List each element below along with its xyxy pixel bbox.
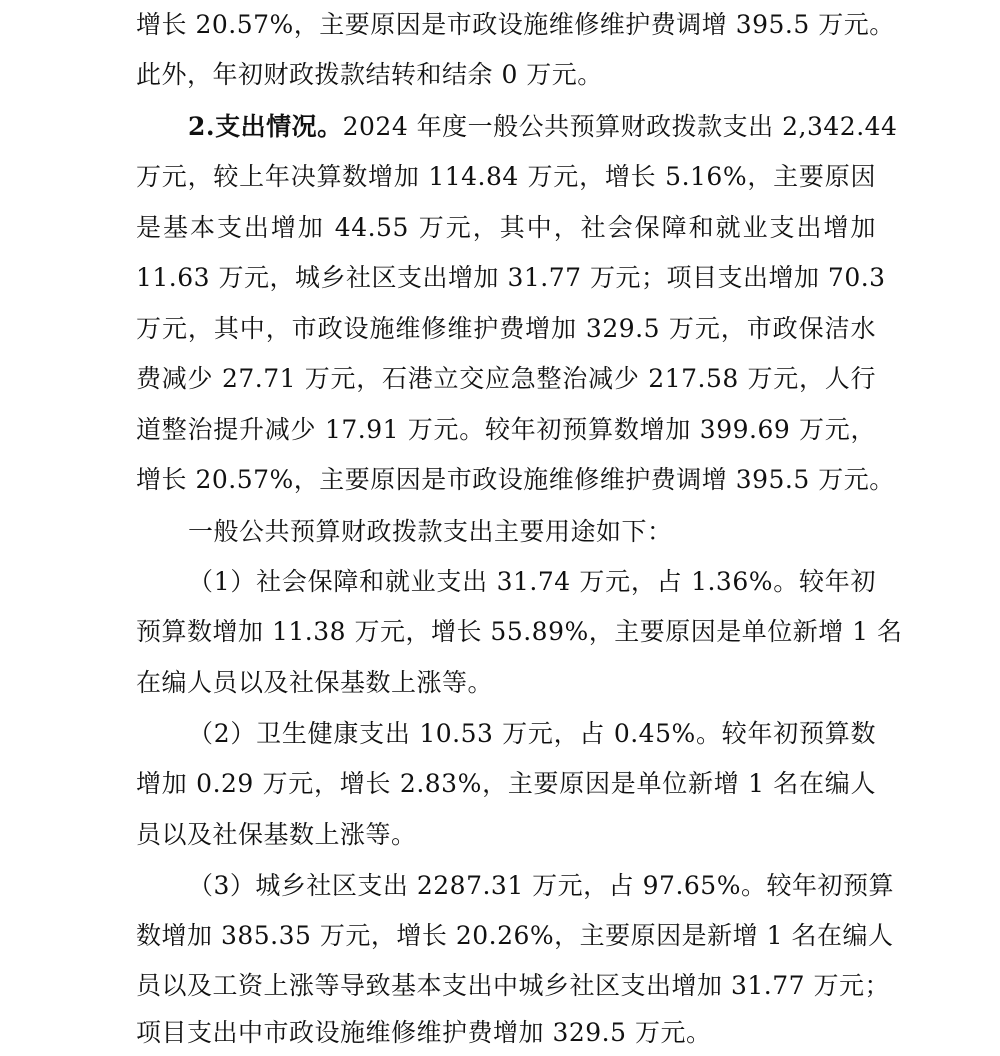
line-text: 万元，较上年决算数增加 114.84 万元，增长 5.16%，主要原因 bbox=[136, 162, 876, 191]
line-text: 增长 20.57%，主要原因是市政设施维修维护费调增 395.5 万元。 bbox=[136, 10, 895, 39]
line-text: 员以及工资上涨等导致基本支出中城乡社区支出增加 31.77 万元； bbox=[136, 971, 890, 1000]
line-text: 增加 0.29 万元，增长 2.83%，主要原因是单位新增 1 名在编人 bbox=[136, 769, 876, 798]
line-text: （2）卫生健康支出 10.53 万元，占 0.45%。较年初预算数 bbox=[188, 719, 876, 748]
line-text: 数增加 385.35 万元，增长 20.26%，主要原因是新增 1 名在编人 bbox=[136, 921, 894, 950]
text-line bbox=[136, 5, 895, 45]
section-heading-line bbox=[188, 107, 898, 147]
list-item-line bbox=[188, 562, 876, 602]
text-line bbox=[136, 612, 903, 652]
text-line bbox=[136, 410, 876, 450]
line-text: 一般公共预算财政拨款支出主要用途如下： bbox=[188, 517, 673, 546]
list-item-line bbox=[188, 714, 876, 754]
line-text: （1）社会保障和就业支出 31.74 万元，占 1.36%。较年初 bbox=[188, 567, 876, 596]
line-text: 是基本支出增加 44.55 万元，其中，社会保障和就业支出增加 bbox=[136, 213, 876, 242]
text-line bbox=[136, 764, 876, 804]
text-line bbox=[136, 55, 876, 95]
text-line bbox=[136, 460, 895, 500]
text-line bbox=[136, 815, 876, 855]
text-line bbox=[136, 1013, 876, 1053]
text-line bbox=[188, 512, 876, 552]
text-line bbox=[136, 258, 886, 298]
text-line bbox=[136, 309, 876, 349]
line-text: 项目支出中市政设施维修维护费增加 329.5 万元。 bbox=[136, 1018, 712, 1047]
text-line bbox=[136, 157, 876, 197]
line-text: 员以及社保基数上涨等。 bbox=[136, 820, 417, 849]
line-text: 预算数增加 11.38 万元，增长 55.89%，主要原因是单位新增 1 名 bbox=[136, 617, 903, 646]
list-item-line bbox=[188, 866, 894, 906]
line-text: 11.63 万元，城乡社区支出增加 31.77 万元；项目支出增加 70.3 bbox=[136, 263, 886, 292]
text-line bbox=[136, 663, 876, 703]
line-text: 此外，年初财政拨款结转和结余 0 万元。 bbox=[136, 60, 603, 89]
line-text: 万元，其中，市政设施维修维护费增加 329.5 万元，市政保洁水 bbox=[136, 314, 876, 343]
text-line bbox=[136, 359, 876, 399]
line-text: 费减少 27.71 万元，石港立交应急整治减少 217.58 万元，人行 bbox=[136, 364, 876, 393]
line-text: 2024 年度一般公共预算财政拨款支出 2,342.44 bbox=[342, 112, 898, 141]
text-line bbox=[136, 208, 876, 248]
line-text: 在编人员以及社保基数上涨等。 bbox=[136, 668, 494, 697]
text-line bbox=[136, 966, 890, 1006]
line-text: （3）城乡社区支出 2287.31 万元，占 97.65%。较年初预算 bbox=[188, 871, 894, 900]
text-line bbox=[136, 916, 894, 956]
line-text: 道整治提升减少 17.91 万元。较年初预算数增加 399.69 万元， bbox=[136, 415, 876, 444]
section-heading: 2.支出情况。 bbox=[188, 112, 343, 141]
line-text: 增长 20.57%，主要原因是市政设施维修维护费调增 395.5 万元。 bbox=[136, 465, 895, 494]
